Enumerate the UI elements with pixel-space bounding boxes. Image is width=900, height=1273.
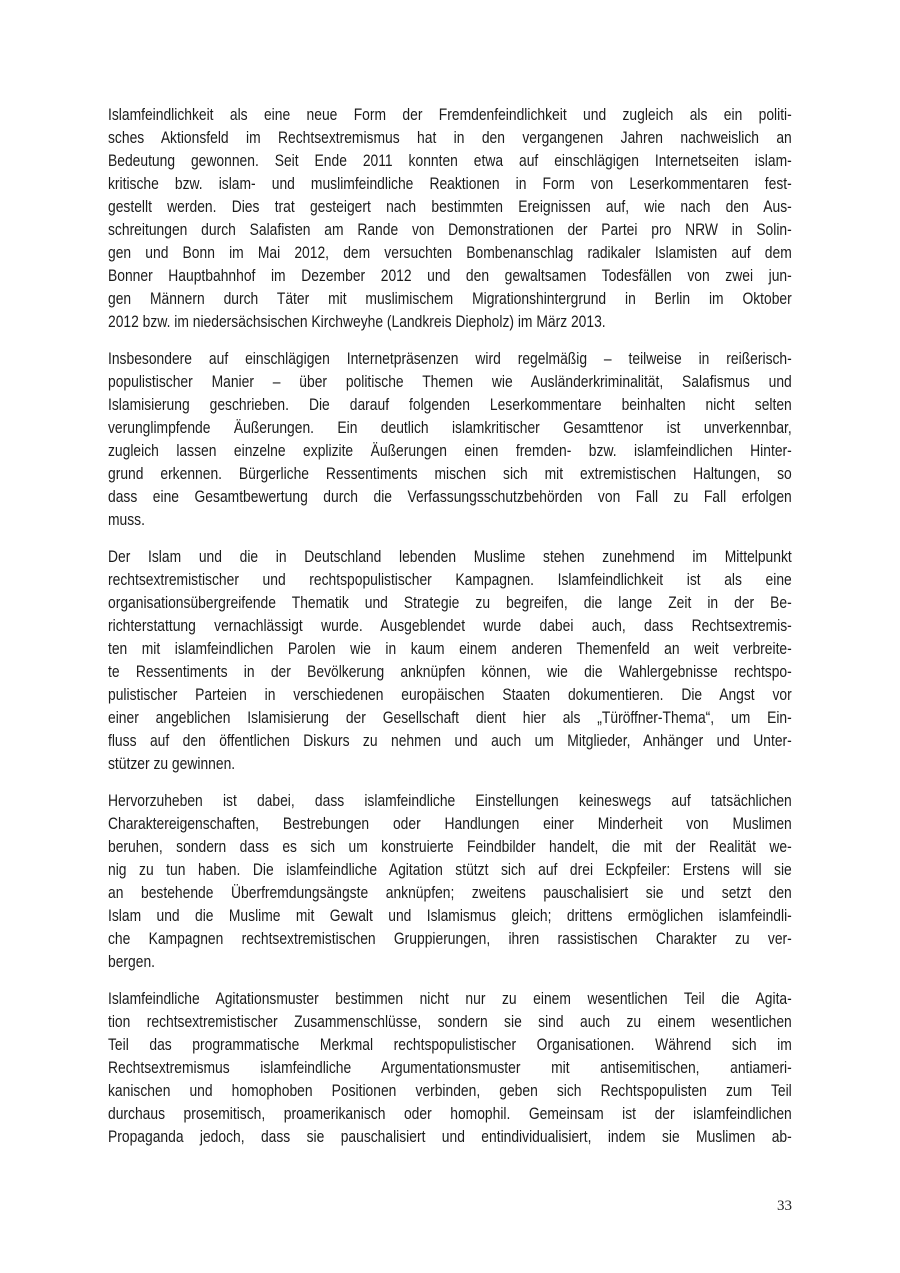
text-line: Bonner Hauptbahnhof im Dezember 2012 und den gewaltsamen Todesfällen von zwei jun- xyxy=(108,267,792,285)
text-line: te Ressentiments in der Bevölkerung anknüpfen können, wie die Wahlergebnisse rechtspo- xyxy=(108,663,792,681)
text-line: populistischer Manier – über politische Themen wie Ausländerkriminalität, Salafismus und xyxy=(108,373,792,391)
text-line: Islam und die Muslime mit Gewalt und Islamismus gleich; drittens ermöglichen islamfeindli- xyxy=(108,907,792,925)
text-line: che Kampagnen rechtsextremistischen Gruppierungen, ihren rassistischen Charakter zu ver- xyxy=(108,930,792,948)
body-text xyxy=(108,104,792,1163)
paragraph-2 xyxy=(108,348,792,532)
text-line: gen und Bonn im Mai 2012, dem versuchten Bombenanschlag radikaler Islamisten auf dem xyxy=(108,244,792,262)
text-line: an bestehende Überfremdungsängste anknüpfen; zweitens pauschalisiert sie und setzt den xyxy=(108,884,792,902)
text-line: Islamfeindliche Agitationsmuster bestimmen nicht nur zu einem wesentlichen Teil die Agita- xyxy=(108,990,792,1008)
text-line: schreitungen durch Salafisten am Rande von Demonstrationen der Partei pro NRW in Solin- xyxy=(108,221,792,239)
text-line: ten mit islamfeindlichen Parolen wie in kaum einem anderen Themenfeld an weit verbreite- xyxy=(108,640,792,658)
page-number: 33 xyxy=(777,1198,792,1214)
text-line: Rechtsextremismus islamfeindliche Argumentationsmuster mit antisemitischen, antiameri- xyxy=(108,1059,792,1077)
text-line: Bedeutung gewonnen. Seit Ende 2011 konnten etwa auf einschlägigen Internetseiten islam- xyxy=(108,152,792,170)
text-line: Charaktereigenschaften, Bestrebungen oder Handlungen einer Minderheit von Muslimen xyxy=(108,815,792,833)
paragraph-4 xyxy=(108,790,792,974)
paragraph-3 xyxy=(108,546,792,776)
text-line: Der Islam und die in Deutschland lebenden Muslime stehen zunehmend im Mittelpunkt xyxy=(108,548,792,566)
paragraph-1 xyxy=(108,104,792,334)
text-line: rechtsextremistischer und rechtspopulistischer Kampagnen. Islamfeindlichkeit ist als eine xyxy=(108,571,792,589)
text-line: zugleich lassen einzelne explizite Äußerungen einen fremden- bzw. islamfeindlichen Hinter- xyxy=(108,442,792,460)
text-line: Islamfeindlichkeit als eine neue Form der Fremdenfeindlichkeit und zugleich als ein politi- xyxy=(108,106,792,124)
text-line: sches Aktionsfeld im Rechtsextremismus hat in den vergangenen Jahren nachweislich an xyxy=(108,129,792,147)
text-line: verunglimpfende Äußerungen. Ein deutlich islamkritischer Gesamttenor ist unverkennbar, xyxy=(108,419,792,437)
text-line: dass eine Gesamtbewertung durch die Verfassungsschutzbehörden von Fall zu Fall erfolgen xyxy=(108,488,792,506)
text-line: tion rechtsextremistischer Zusammenschlüsse, sondern sie sind auch zu einem wesentlichen xyxy=(108,1013,792,1031)
text-line: Teil das programmatische Merkmal rechtspopulistischer Organisationen. Während sich im xyxy=(108,1036,792,1054)
text-line: muss. xyxy=(108,511,145,529)
paragraph-5 xyxy=(108,988,792,1149)
text-line: stützer zu gewinnen. xyxy=(108,755,236,773)
text-line: bergen. xyxy=(108,953,156,971)
text-line: pulistischer Parteien in verschiedenen europäischen Staaten dokumentieren. Die Angst vor xyxy=(108,686,792,704)
text-line: kritische bzw. islam- und muslimfeindliche Reaktionen in Form von Leserkommentaren fest- xyxy=(108,175,792,193)
text-line: grund erkennen. Bürgerliche Ressentiments mischen sich mit extremistischen Haltungen, so xyxy=(108,465,792,483)
text-line: Hervorzuheben ist dabei, dass islamfeindliche Einstellungen keineswegs auf tatsächlichen xyxy=(108,792,792,810)
text-line: gen Männern durch Täter mit muslimischem Migrationshintergrund in Berlin im Oktober xyxy=(108,290,792,308)
text-line: Propaganda jedoch, dass sie pauschalisiert und entindividualisiert, indem sie Muslimen ab- xyxy=(108,1128,792,1146)
text-line: einer angeblichen Islamisierung der Gesellschaft dient hier als „Türöffner-Thema“, um Ein- xyxy=(108,709,792,727)
text-line: Islamisierung geschrieben. Die darauf folgenden Leserkommentare beinhalten nicht selten xyxy=(108,396,792,414)
text-line: 2012 bzw. im niedersächsischen Kirchweyhe (Landkreis Diepholz) im März 2013. xyxy=(108,313,606,331)
text-line: kanischen und homophoben Positionen verbinden, geben sich Rechtspopulisten zum Teil xyxy=(108,1082,792,1100)
text-line: fluss auf den öffentlichen Diskurs zu nehmen und auch um Mitglieder, Anhänger und Unter- xyxy=(108,732,792,750)
text-line: beruhen, sondern dass es sich um konstruierte Feindbilder handelt, die mit der Realität we- xyxy=(108,838,792,856)
text-line: organisationsübergreifende Thematik und Strategie zu begreifen, die lange Zeit in der Be- xyxy=(108,594,792,612)
text-line: richterstattung vernachlässigt wurde. Ausgeblendet wurde dabei auch, dass Rechtsextremis- xyxy=(108,617,792,635)
text-line: nig zu tun haben. Die islamfeindliche Agitation stützt sich auf drei Eckpfeiler: Erstens will sie xyxy=(108,861,792,879)
text-line: gestellt werden. Dies trat gesteigert nach bestimmten Ereignissen auf, wie nach den Aus- xyxy=(108,198,792,216)
text-line: durchaus prosemitisch, proamerikanisch oder homophil. Gemeinsam ist der islamfeindlichen xyxy=(108,1105,792,1123)
text-line: Insbesondere auf einschlägigen Internetpräsenzen wird regelmäßig – teilweise in reißerisch- xyxy=(108,350,792,368)
